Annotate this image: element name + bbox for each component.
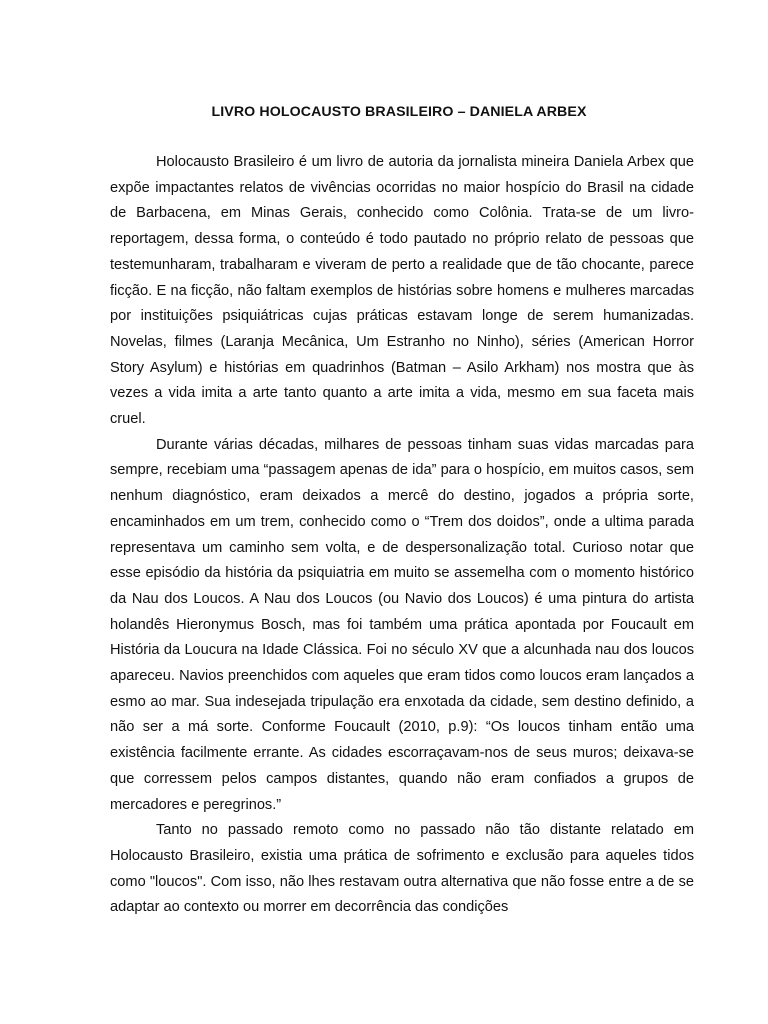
- paragraph-2: Durante várias décadas, milhares de pessoas tinham suas vidas marcadas para sempre, recebiam uma “passagem apenas de ida” para o hospício, em muitos casos, sem nenhum diagnóstico, eram deixados a mercê do destino, jogados a própria sorte, encaminhados em um trem, conhecido como o “Trem dos doidos”, onde a ultima parada representava um caminho sem volta, e de despersonalização total. Curioso notar que esse episódio da história da psiquiatria em muito se assemelha com o momento histórico da Nau dos Loucos. A Nau dos Loucos (ou Navio dos Loucos) é uma pintura do artista holandês Hieronymus Bosch, mas foi também uma prática apontada por Foucault em História da Loucura na Idade Clássica. Foi no século XV que a alcunhada nau dos loucos apareceu. Navios preenchidos com aqueles que eram tidos como loucos eram lançados a esmo ao mar. Sua indesejada tripulação era enxotada da cidade, sem destino definido, a não ser a má sorte. Conforme Foucault (2010, p.9): “Os loucos tinham então uma existência facilmente errante. As cidades escorraçavam-nos de seus muros; deixava-se que corressem pelos campos distantes, quando não eram confiados a grupos de mercadores e peregrinos.”: [110, 436, 694, 813]
- document-body: [110, 150, 694, 921]
- paragraph-1: Holocausto Brasileiro é um livro de autoria da jornalista mineira Daniela Arbex que expõe impactantes relatos de vivências ocorridas no maior hospício do Brasil na cidade de Barbacena, em Minas Gerais, conhecido como Colônia. Trata-se de um livro-reportagem, dessa forma, o conteúdo é todo pautado no próprio relato de pessoas que testemunharam, trabalharam e viveram de perto a realidade que de tão chocante, parece ficção. E na ficção, não faltam exemplos de histórias sobre homens e mulheres marcadas por instituições psiquiátricas cujas práticas estavam longe de serem humanizadas. Novelas, filmes (Laranja Mecânica, Um Estranho no Ninho), séries (American Horror Story Asylum) e histórias em quadrinhos (Batman – Asilo Arkham) nos mostra que às vezes a vida imita a arte tanto quanto a arte imita a vida, mesmo em sua faceta mais cruel.: [110, 154, 694, 428]
- paragraph-3: Tanto no passado remoto como no passado não tão distante relatado em Holocausto Brasileiro, existia uma prática de sofrimento e exclusão para aqueles tidos como "loucos". Com isso, não lhes restavam outra alternativa que não fosse entre a de se adaptar ao contexto ou morrer em decorrência das condições: [110, 822, 694, 916]
- document-title: LIVRO HOLOCAUSTO BRASILEIRO – DANIELA ARBEX: [211, 104, 587, 120]
